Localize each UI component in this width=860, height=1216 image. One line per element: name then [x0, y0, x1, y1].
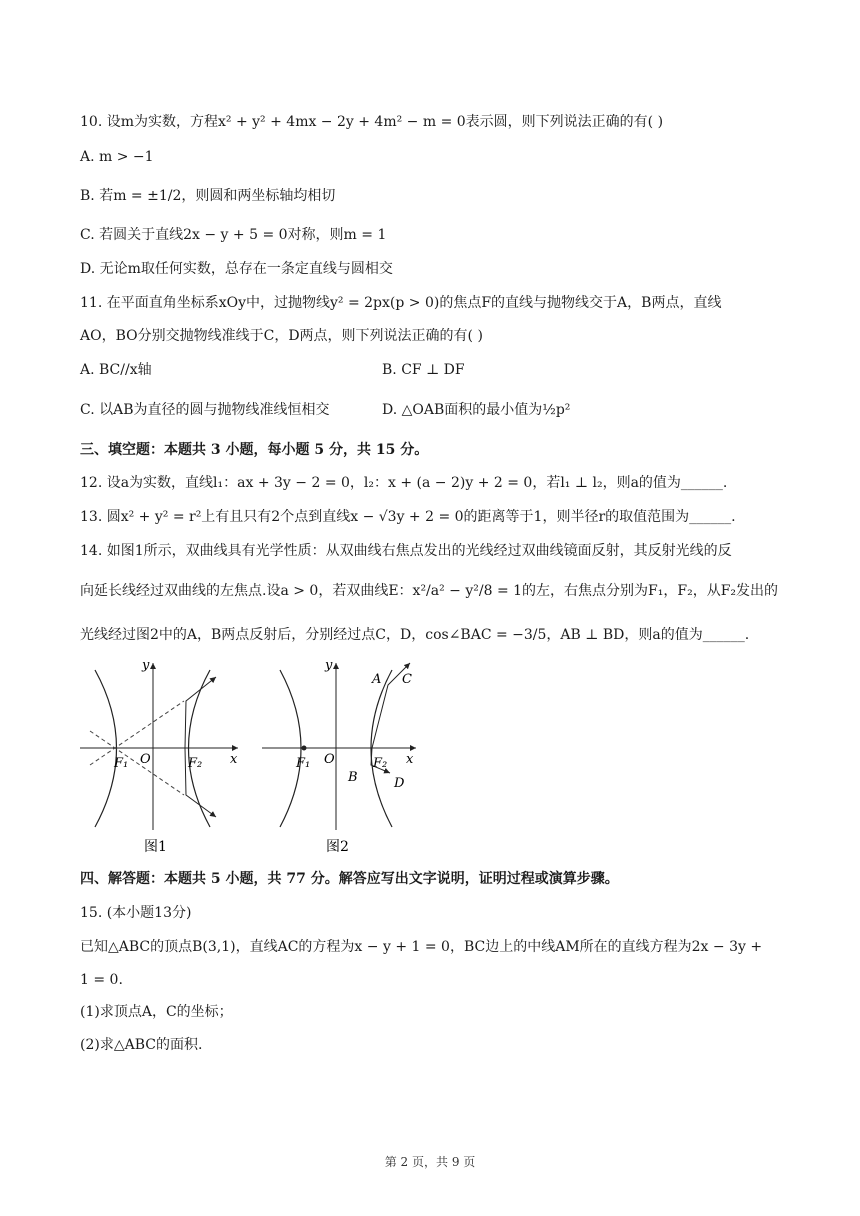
fig2-origin-label: O: [324, 752, 335, 767]
fig2-point-d: D: [394, 776, 405, 791]
figure-1: [80, 658, 238, 855]
fig2-f1-point: [302, 746, 307, 751]
q11-option-d: D. △OAB面积的最小值为½p²: [382, 402, 571, 418]
fig1-origin-label: O: [140, 752, 151, 767]
fig1-f2-label: F₂: [188, 756, 203, 771]
q11-option-c: C. 以AB为直径的圆与抛物线准线恒相交: [80, 402, 330, 418]
fig2-y-label: y: [325, 658, 333, 673]
q10-option-b: B. 若m = ±1/2，则圆和两坐标轴均相切: [80, 188, 336, 204]
q10-option-c: C. 若圆关于直线2x − y + 5 = 0对称，则m = 1: [80, 227, 387, 243]
fig1-f1-label: F₁: [114, 756, 129, 771]
fig2-point-c: C: [402, 672, 412, 687]
section-solve-heading: 四、解答题：本题共 5 小题，共 77 分。解答应写出文字说明，证明过程或演算步骤。: [80, 871, 619, 887]
q15-heading: 15. (本小题13分): [80, 905, 192, 921]
q15-part2: (2)求△ABC的面积.: [80, 1037, 203, 1053]
q14-line2: 向延长线经过双曲线的左焦点.设a > 0，若双曲线E：x²/a² − y²/8 = 1的左，右焦点分别为F₁，F₂，从F₂发出的: [80, 583, 779, 599]
q15-line1: 已知△ABC的顶点B(3,1)，直线AC的方程为x − y + 1 = 0，BC边上的中线AM所在的直线方程为2x − 3y +: [80, 939, 763, 955]
fig1-y-label: y: [142, 658, 150, 673]
q13-text: 13. 圆x² + y² = r²上有且只有2个点到直线x − √3y + 2 = 0的距离等于1，则半径r的取值范围为______.: [80, 509, 736, 525]
q11-stem-line1: 11. 在平面直角坐标系xOy中，过抛物线y² = 2px(p > 0)的焦点F的直线与抛物线交于A，B两点，直线: [80, 295, 722, 311]
q15-line2: 1 = 0.: [80, 972, 123, 988]
q12-text: 12. 设a为实数，直线l₁：ax + 3y − 2 = 0，l₂：x + (a − 2)y + 2 = 0，若l₁ ⊥ l₂，则a的值为______.: [80, 475, 728, 491]
q11-stem-line2: AO，BO分别交抛物线准线于C，D两点，则下列说法正确的有( ): [80, 328, 483, 344]
q10-stem: 10. 设m为实数，方程x² + y² + 4mx − 2y + 4m² − m = 0表示圆，则下列说法正确的有( ): [80, 114, 664, 130]
fig2-caption: 图2: [326, 839, 349, 855]
fig2-f1-label: F₁: [296, 756, 311, 771]
q14-line1: 14. 如图1所示，双曲线具有光学性质：从双曲线右焦点发出的光线经过双曲线镜面反射，其反射光线的反: [80, 543, 732, 559]
fig2-point-a: A: [372, 672, 382, 687]
fig2-x-label: x: [406, 752, 414, 767]
section-fill-in-heading: 三、填空题：本题共 3 小题，每小题 5 分，共 15 分。: [80, 442, 429, 458]
q15-part1: (1)求顶点A，C的坐标；: [80, 1004, 233, 1020]
q10-option-a: A. m > −1: [80, 149, 154, 165]
figure-2: [262, 658, 416, 855]
q14-figures: [70, 655, 440, 860]
q10-option-d: D. 无论m取任何实数，总存在一条定直线与圆相交: [80, 261, 393, 277]
fig2-point-b: B: [348, 770, 358, 785]
fig1-dashed-upper: [90, 701, 184, 765]
q11-option-a: A. BC//x轴: [80, 362, 152, 378]
fig1-dashed-lower: [90, 731, 184, 795]
fig2-f2-label: F₂: [373, 756, 388, 771]
page-footer: 第 2 页，共 9 页: [384, 1155, 476, 1169]
fig1-ray-upper: [185, 677, 216, 748]
q11-option-b: B. CF ⊥ DF: [382, 362, 465, 378]
q14-line3: 光线经过图2中的A，B两点反射后，分别经过点C，D，cos∠BAC = −3/5，AB ⊥ BD，则a的值为______.: [80, 627, 750, 643]
fig1-caption: 图1: [144, 839, 167, 855]
fig1-x-label: x: [230, 752, 238, 767]
